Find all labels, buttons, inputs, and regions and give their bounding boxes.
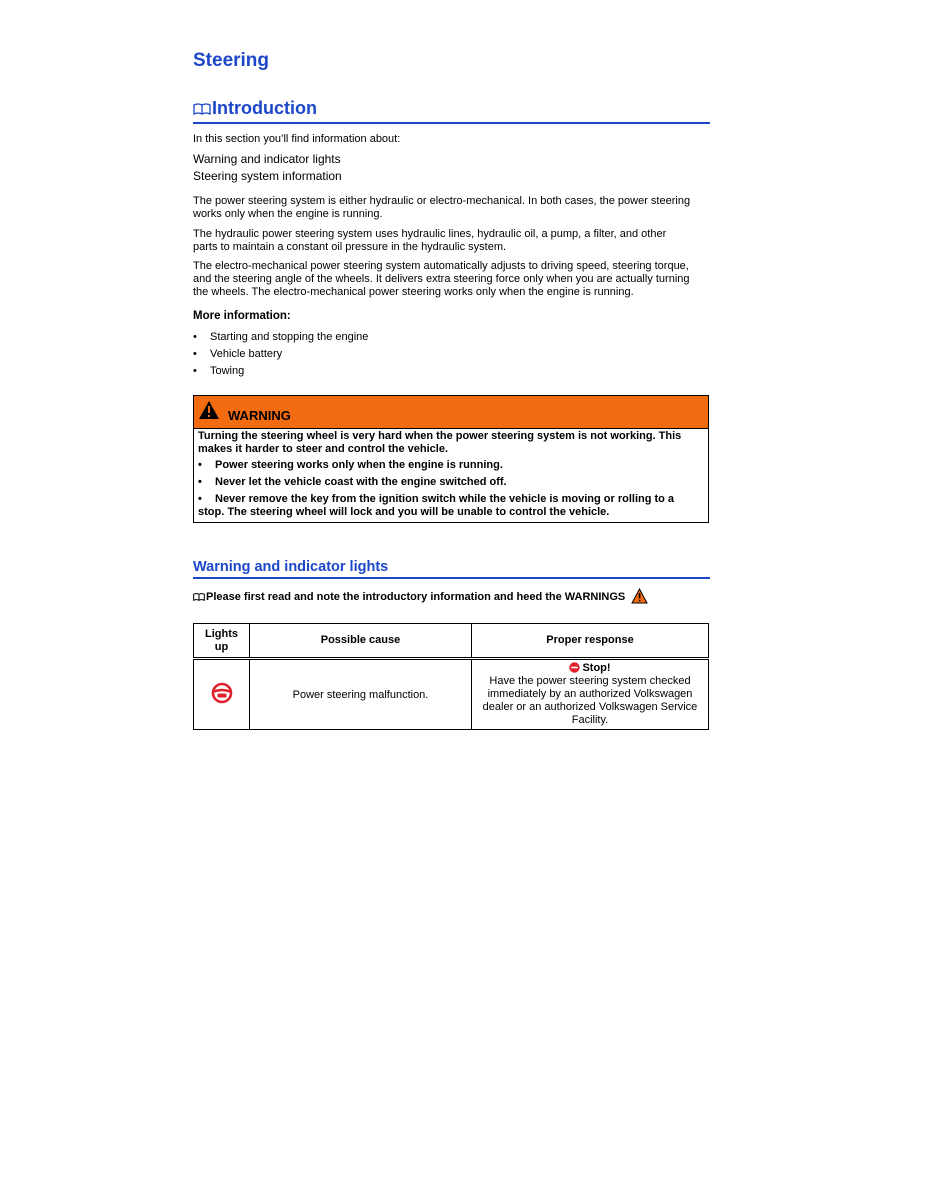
paragraph-line: parts to maintain a constant oil pressure in the hydraulic system. <box>193 241 507 253</box>
warning-text-line: makes it harder to steer and control the vehicle. <box>198 443 449 455</box>
response-cell <box>472 659 709 730</box>
paragraph <box>193 195 709 221</box>
paragraph <box>193 228 709 254</box>
section-title: Introduction <box>212 98 317 118</box>
response-line: dealer or an authorized Volkswagen Service <box>482 701 698 713</box>
warning-text-line: Never remove the key from the ignition switch while the vehicle is moving or rolling to a <box>215 493 675 505</box>
paragraph-line: works only when the engine is running. <box>193 208 383 220</box>
book-icon <box>193 592 205 602</box>
warnings-note <box>193 588 648 604</box>
steering-wheel-warning-icon <box>211 682 233 704</box>
header-text-line: Lights <box>205 627 238 640</box>
warning-bullet: • Power steering works only when the engine is running. <box>198 459 503 471</box>
warning-triangle-icon <box>198 400 220 420</box>
list-item-label[interactable]: Towing <box>210 365 245 377</box>
warning-text-line: stop. The steering wheel will lock and you will be unable to control the vehicle. <box>198 506 610 518</box>
topic-link[interactable]: Steering system information <box>193 169 342 183</box>
response-line: Facility. <box>571 714 609 726</box>
stop-text: Stop! <box>582 662 611 674</box>
topic-link[interactable]: Warning and indicator lights <box>193 152 341 166</box>
paragraph-line: and the steering angle of the wheels. It delivers extra steering force only when you are actually turning <box>193 273 690 285</box>
more-info-title: More information: <box>193 310 291 322</box>
warning-triangle-icon[interactable] <box>631 588 648 604</box>
warning-bullet: • Never let the vehicle coast with the engine switched off. <box>198 476 507 488</box>
warning-intro <box>198 430 704 456</box>
list-item[interactable]: • Towing <box>193 365 245 377</box>
note-text: Please first read and note the introductory information and heed the WARNINGS <box>206 591 626 603</box>
stop-label <box>473 662 707 675</box>
column-header-lights <box>194 624 250 659</box>
paragraph-line: The electro-mechanical power steering system automatically adjusts to driving speed, steering torque, <box>193 260 689 272</box>
table-header-row <box>194 624 709 659</box>
list-item-label[interactable]: Vehicle battery <box>210 348 283 360</box>
warning-text-line: Power steering works only when the engine is running. <box>215 459 503 471</box>
header-text-line: up <box>214 640 229 653</box>
response-line: immediately by an authorized Volkswagen <box>487 688 693 700</box>
intro-text: In this section you’ll find information about: <box>193 133 401 145</box>
warning-label: WARNING <box>228 408 291 423</box>
warning-bullet: • Never remove the key from the ignition switch while the vehicle is moving or rolling to a stop. The steering wheel will lock and you will be unable to control the vehicle. <box>198 493 704 519</box>
stop-icon <box>569 662 580 673</box>
response-line: Have the power steering system checked <box>489 675 691 687</box>
warning-header <box>194 396 708 429</box>
warning-text-line: Never let the vehicle coast with the engine switched off. <box>215 476 507 488</box>
section-heading <box>193 98 710 124</box>
column-header-cause: Possible cause <box>250 624 472 659</box>
table-row <box>194 659 709 730</box>
book-icon <box>193 102 211 116</box>
list-item-label[interactable]: Starting and stopping the engine <box>210 331 369 343</box>
list-item[interactable]: • Vehicle battery <box>193 348 283 360</box>
page-title: Steering <box>193 50 270 71</box>
indicator-lights-table <box>193 623 709 730</box>
light-cell <box>194 659 250 730</box>
warning-box <box>193 395 709 523</box>
cause-cell: Power steering malfunction. <box>250 659 472 730</box>
column-header-response: Proper response <box>472 624 709 659</box>
paragraph-line: The hydraulic power steering system uses hydraulic lines, hydraulic oil, a pump, a filter, and other <box>193 228 667 240</box>
lights-section-heading: Warning and indicator lights <box>193 559 710 579</box>
paragraph-line: the wheels. The electro-mechanical power steering works only when the engine is running. <box>193 286 634 298</box>
paragraph <box>193 260 709 299</box>
paragraph-line: The power steering system is either hydraulic or electro-mechanical. In both cases, the power steering <box>193 195 691 207</box>
warning-text-line: Turning the steering wheel is very hard when the power steering system is not working. This <box>198 430 682 442</box>
list-item[interactable]: • Starting and stopping the engine <box>193 331 369 343</box>
